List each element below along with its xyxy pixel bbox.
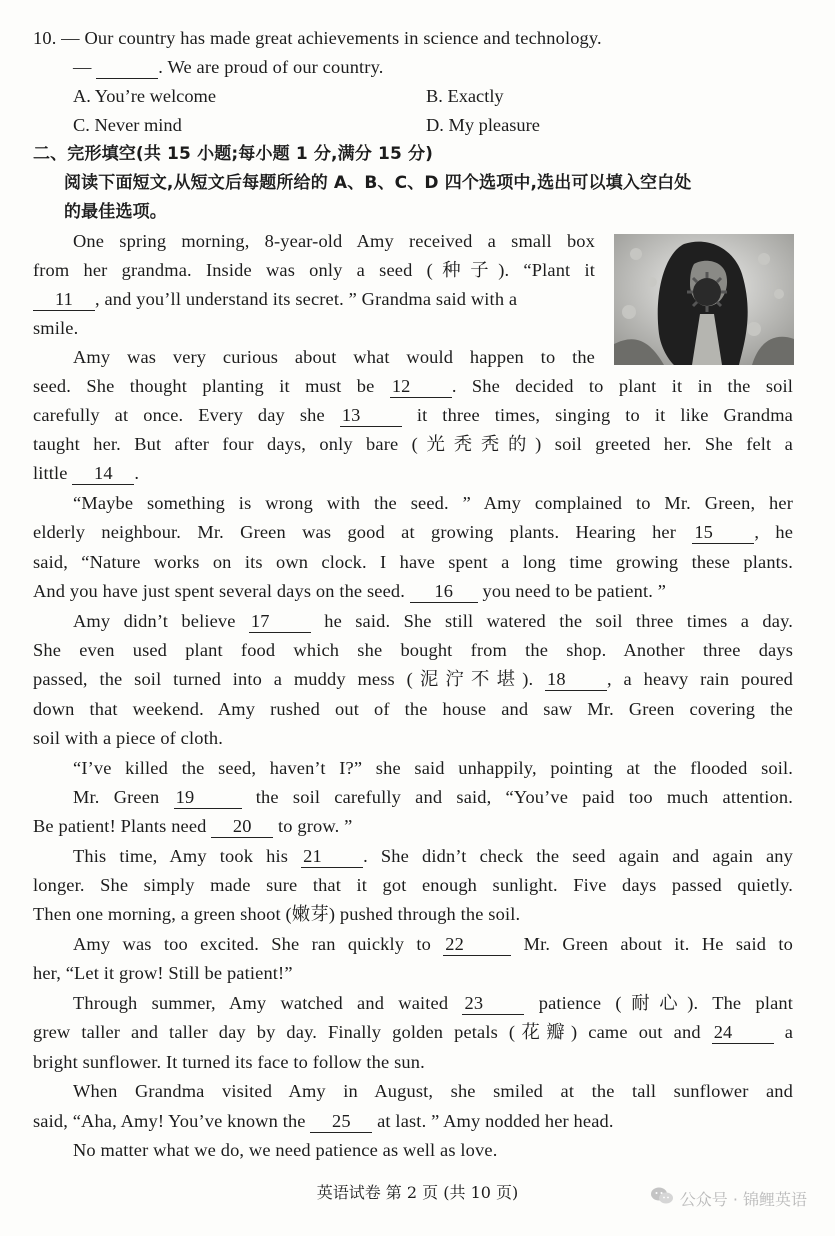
passage-line-16: passed, the soil turned into a muddy mess (泥泞不堪). 18 , a heavy rain poured xyxy=(33,669,794,689)
passage-line-1: One spring morning, 8-year-old Amy received a small box xyxy=(73,231,595,251)
blank-25: 25 xyxy=(310,1110,372,1133)
passage-line-2: from her grandma. Inside was only a seed (种子). “Plant it xyxy=(33,260,595,280)
blank-18: 18 xyxy=(545,668,607,691)
passage-line-27: Through summer, Amy watched and waited 23 patience (耐心). The plant xyxy=(73,993,794,1013)
passage-line-11: elderly neighbour. Mr. Green was good at growing plants. Hearing her 15 , he xyxy=(33,522,794,542)
q10-option-a: A. You’re welcome xyxy=(73,86,217,106)
passage-line-17: down that weekend. Amy rushed out of the house and saw Mr. Green covering the xyxy=(33,699,793,719)
passage-line-8: taught her. But after four days, only bare (光秃秃的) soil greeted her. She felt a xyxy=(33,434,793,454)
blank-22: 22 xyxy=(443,933,511,956)
q10-blank xyxy=(96,56,158,79)
passage-line-20: Mr. Green 19 the soil carefully and said, “You’ve paid too much attention. xyxy=(73,787,793,807)
sunflower-girl-illustration xyxy=(614,234,794,365)
illustration-art xyxy=(614,234,794,365)
blank-19: 19 xyxy=(174,786,242,809)
blank-24: 24 xyxy=(712,1021,774,1044)
wechat-icon xyxy=(650,1186,674,1210)
blank-13: 13 xyxy=(340,404,402,427)
passage-line-15: She even used plant food which she bought from the shop. Another three days xyxy=(33,640,793,660)
passage-line-4: smile. xyxy=(33,318,79,338)
blank-17: 17 xyxy=(249,610,311,633)
page-footer: 英语试卷 第 2 页 (共 10 页) xyxy=(316,1183,519,1202)
blank-14: 14 xyxy=(72,462,134,485)
blank-15: 15 xyxy=(692,521,754,544)
passage-line-18: soil with a piece of cloth. xyxy=(33,728,223,748)
passage-line-31: said, “Aha, Amy! You’ve known the 25 at last. ” Amy nodded her head. xyxy=(33,1111,614,1131)
passage-line-25: Amy was too excited. She ran quickly to 22 Mr. Green about it. He said to xyxy=(73,934,793,954)
q10-option-d: D. My pleasure xyxy=(426,115,540,135)
passage-line-19: “I’ve killed the seed, haven’t I?” she said unhappily, pointing at the flooded soil. xyxy=(73,758,793,778)
passage-line-26: her, “Let it grow! Still be patient!” xyxy=(33,963,293,983)
passage-line-29: bright sunflower. It turned its face to follow the sun. xyxy=(33,1052,425,1072)
blank-20: 20 xyxy=(211,815,273,838)
section-title: 二、完形填空(共 15 小题;每小题 1 分,满分 15 分) xyxy=(33,144,434,164)
passage-line-23: longer. She simply made sure that it got enough sunlight. Five days passed quietly. xyxy=(33,875,793,895)
passage-line-9: little 14 . xyxy=(33,463,140,483)
passage-line-7: carefully at once. Every day she 13 it three times, singing to it like Grandma xyxy=(33,405,793,425)
blank-11: 11 xyxy=(33,288,95,311)
blank-23: 23 xyxy=(462,992,524,1015)
passage-line-6: seed. She thought planting it must be 12 . She decided to plant it in the soil xyxy=(33,376,794,396)
blank-21: 21 xyxy=(301,845,363,868)
section-instruction-2: 的最佳选项。 xyxy=(64,202,167,222)
passage-line-32: No matter what we do, we need patience as well as love. xyxy=(73,1140,498,1160)
blank-12: 12 xyxy=(390,375,452,398)
passage-line-14: Amy didn’t believe 17 he said. She still watered the soil three times a day. xyxy=(73,611,793,631)
passage-line-28: grew taller and taller day by day. Finally golden petals (花瓣) came out and 24 a xyxy=(33,1022,794,1042)
blank-16: 16 xyxy=(410,580,478,603)
passage-line-5: Amy was very curious about what would happen to the xyxy=(73,347,595,367)
passage-line-21: Be patient! Plants need 20 to grow. ” xyxy=(33,816,353,836)
q10-option-c: C. Never mind xyxy=(73,115,182,135)
passage-line-10: “Maybe something is wrong with the seed. ” Amy complained to Mr. Green, her xyxy=(73,493,793,513)
section-instruction-1: 阅读下面短文,从短文后每题所给的 A、B、C、D 四个选项中,选出可以填入空白处 xyxy=(64,173,692,193)
wechat-watermark xyxy=(650,1186,807,1210)
watermark-text: 公众号 · 锦鲤英语 xyxy=(679,1189,807,1209)
passage-line-12: said, “Nature works on its own clock. I have spent a long time growing these plants. xyxy=(33,552,793,572)
q10-response: — . We are proud of our country. xyxy=(73,57,384,77)
q10-option-b: B. Exactly xyxy=(426,86,504,106)
passage-line-3: 11 , and you’ll understand its secret. ” Grandma said with a xyxy=(33,285,595,314)
passage-line-13: And you have just spent several days on the seed. 16 you need to be patient. ” xyxy=(33,581,667,601)
q10-stem: 10. — Our country has made great achievements in science and technology. xyxy=(33,28,602,48)
passage-line-30: When Grandma visited Amy in August, she smiled at the tall sunflower and xyxy=(73,1081,793,1101)
passage-line-22: This time, Amy took his 21 . She didn’t check the seed again and again any xyxy=(73,846,793,866)
passage-line-24: Then one morning, a green shoot (嫩芽) pushed through the soil. xyxy=(33,904,521,924)
